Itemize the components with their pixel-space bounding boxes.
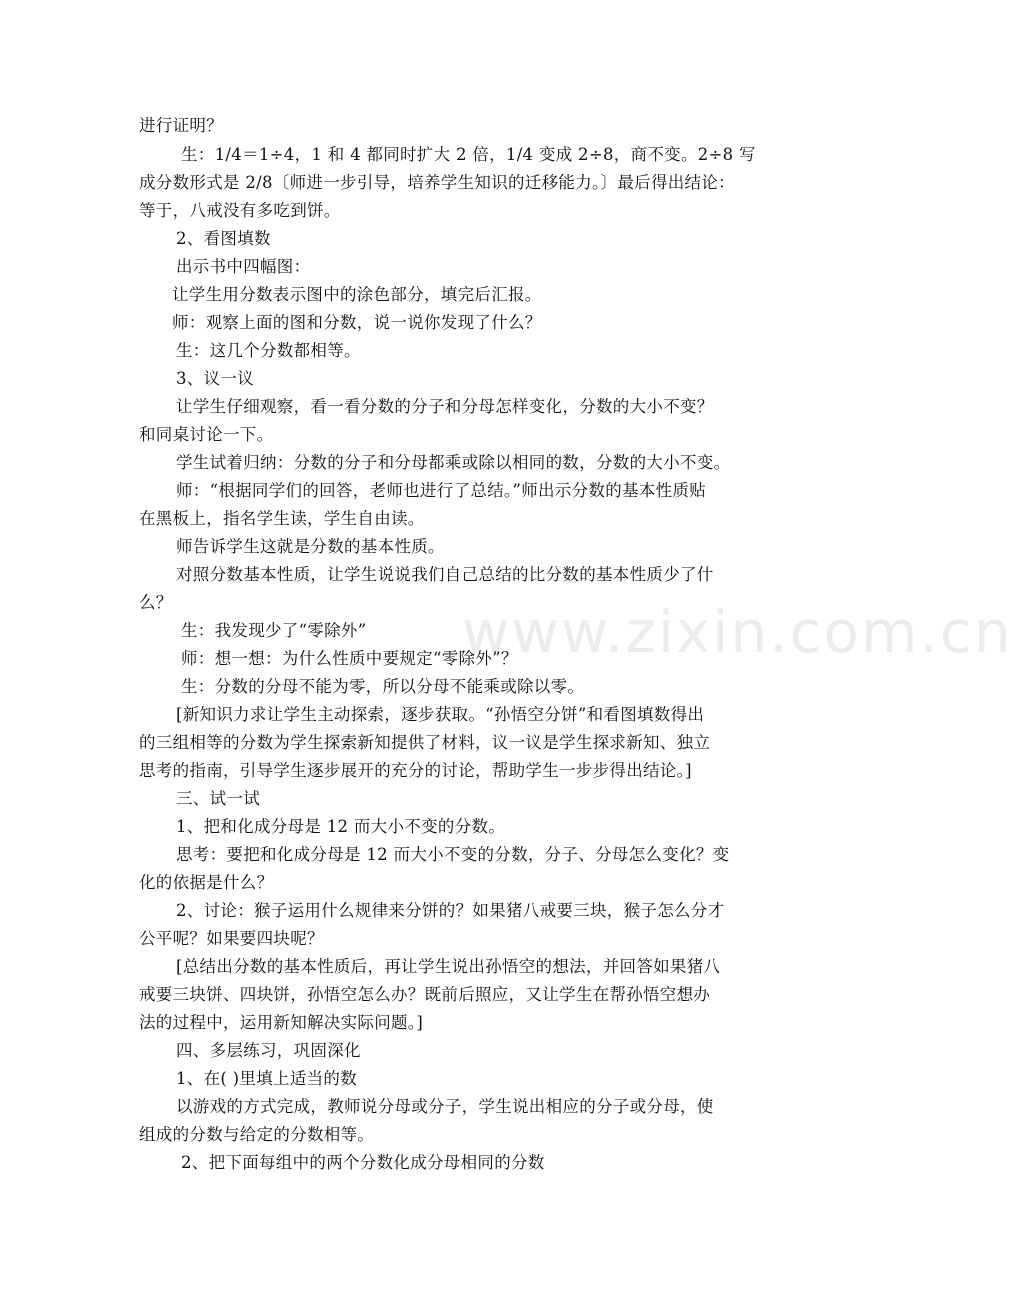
text-line: 师：“根据同学们的回答，老师也进行了总结。”师出示分数的基本性质贴	[176, 481, 707, 500]
text-line: 出示书中四幅图：	[176, 257, 311, 276]
section-heading: 四、多层练习，巩固深化	[176, 1041, 361, 1060]
text-line: 生：1/4＝1÷4，1 和 4 都同时扩大 2 倍，1/4 变成 2÷8，商不变。2÷8 写	[181, 145, 756, 164]
text-line: 公平呢？如果要四块呢？	[139, 929, 324, 948]
text-line: 生：分数的分母不能为零，所以分母不能乘或除以零。	[181, 677, 585, 696]
text-line: 等于，八戒没有多吃到饼。	[139, 201, 341, 220]
text-line: 思考的指南，引导学生逐步展开的充分的讨论，帮助学生一步步得出结论。]	[139, 761, 692, 780]
text-line: 在黑板上，指名学生读，学生自由读。	[139, 509, 425, 528]
text-line: 化的依据是什么？	[139, 873, 274, 892]
text-line: 么？	[139, 593, 173, 612]
text-line: 的三组相等的分数为学生探索新知提供了材料，议一议是学生探求新知、独立	[139, 733, 711, 752]
text-line: 师告诉学生这就是分数的基本性质。	[176, 537, 445, 556]
text-line: 思考：要把和化成分母是 12 而大小不变的分数，分子、分母怎么变化？变	[176, 845, 730, 864]
text-line: 戒要三块饼、四块饼，孙悟空怎么办？既前后照应，又让学生在帮孙悟空想办	[139, 985, 711, 1004]
text-line: 生：我发现少了“零除外”	[181, 621, 367, 640]
text-line: [总结出分数的基本性质后，再让学生说出孙悟空的想法，并回答如果猪八	[176, 957, 721, 976]
text-line: 让学生仔细观察，看一看分数的分子和分母怎样变化，分数的大小不变？	[176, 397, 714, 416]
text-line: 成分数形式是 2/8〔师进一步引导，培养学生知识的迁移能力。〕最后得出结论：	[139, 173, 735, 192]
text-line: 以游戏的方式完成，教师说分母或分子，学生说出相应的分子或分母，使	[176, 1097, 714, 1116]
text-line: 师：想一想：为什么性质中要规定“零除外”？	[181, 649, 518, 668]
text-line: 进行证明？	[139, 116, 223, 135]
text-line: 和同桌讨论一下。	[139, 425, 274, 444]
section-heading: 2、看图填数	[176, 229, 271, 248]
text-line: 学生试着归纳：分数的分子和分母都乘或除以相同的数，分数的大小不变。	[176, 453, 731, 472]
text-line: 2、把下面每组中的两个分数化成分母相同的分数	[181, 1153, 545, 1172]
text-line: 法的过程中，运用新知解决实际问题。]	[139, 1013, 424, 1032]
text-line: 组成的分数与给定的分数相等。	[139, 1125, 375, 1144]
watermark: www.zixin.com.cn	[462, 598, 1013, 666]
text-line: 对照分数基本性质，让学生说说我们自己总结的比分数的基本性质少了什	[176, 565, 714, 584]
text-line: [新知识力求让学生主动探索，逐步获取。“孙悟空分饼”和看图填数得出	[176, 705, 705, 724]
text-line: 1、在( )里填上适当的数	[176, 1069, 358, 1088]
text-line: 生：这几个分数都相等。	[176, 341, 361, 360]
text-line: 2、讨论：猴子运用什么规律来分饼的？如果猪八戒要三块，猴子怎么分才	[176, 901, 725, 920]
section-heading: 三、试一试	[176, 789, 260, 808]
text-line: 让学生用分数表示图中的涂色部分，填完后汇报。	[172, 285, 542, 304]
section-heading: 3、议一议	[176, 369, 254, 388]
text-line: 师：观察上面的图和分数，说一说你发现了什么？	[172, 313, 542, 332]
text-line: 1、把和化成分母是 12 而大小不变的分数。	[176, 817, 506, 836]
